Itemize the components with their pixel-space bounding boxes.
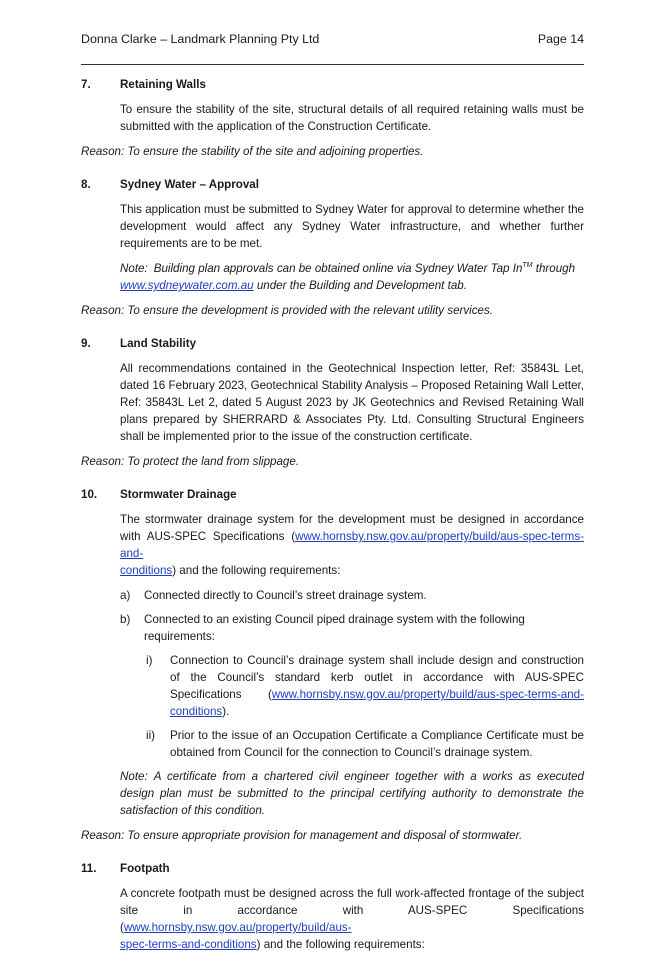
condition-7-reason: Reason: To ensure the stability of the site and adjoining properties. — [81, 145, 424, 158]
note-text: through — [532, 262, 576, 275]
sub-list-item — [144, 727, 584, 761]
body-text: ) and the following requirements: — [172, 564, 341, 577]
aus-spec-link-3[interactable]: www.hornsby.nsw.gov.au/property/build/aus- — [123, 921, 352, 934]
body-text: ) and the following requirements: — [256, 938, 425, 951]
list-marker: a) — [120, 589, 131, 602]
list-item — [120, 611, 584, 645]
condition-7-body: To ensure the stability of the site, structural details of all required retaining walls must be submitted with the application of the Construction Certificate. — [120, 103, 584, 133]
body-text: The stormwater drainage system for the development must be designed in accordance with AUS-SPEC Specifications ( — [120, 513, 584, 543]
condition-title: Stormwater Drainage — [120, 488, 237, 501]
condition-10-note — [120, 768, 584, 819]
list-text: Connected to an existing Council piped drainage system with the following requirements: — [144, 613, 525, 643]
condition-11-heading — [81, 860, 584, 877]
condition-10-heading — [81, 486, 584, 503]
list-marker: i) — [146, 654, 153, 667]
condition-title: Land Stability — [120, 337, 197, 350]
header-author: Donna Clarke – Landmark Planning Pty Ltd — [81, 32, 320, 46]
list-marker: ii) — [146, 729, 156, 742]
note-text: A certificate from a chartered civil engineer together with a works as executed design plan must be submitted to the principal certifying authority to demonstrate the satisfaction of this condition. — [120, 770, 584, 817]
condition-number: 10. — [81, 488, 98, 501]
aus-spec-link-2[interactable]: www.hornsby.nsw.gov.au/property/build/aus-spec-terms-and-conditions — [170, 688, 584, 718]
condition-number: 8. — [81, 178, 91, 191]
condition-10-reason: Reason: To ensure appropriate provision for management and disposal of stormwater. — [81, 829, 523, 842]
list-text-part: ). — [222, 705, 230, 718]
aus-spec-link-3-cont[interactable]: spec-terms-and-conditions — [120, 938, 257, 951]
list-marker: b) — [120, 613, 131, 626]
list-text-part: Connection to Council’s drainage system shall include design and construction of the Council’s standard kerb outlet in accordance with AUS-SPEC Specifications ( — [170, 654, 584, 701]
condition-9-body: All recommendations contained in the Geotechnical Inspection letter, Ref: 35843L Let, dated 16 February 2023, Geotechnical Stability Analysis – Proposed Retaining Wall Letter, Ref: 35843L Let 2, dated 5 August 2023 by JK Geotechnics and Revised Retaining Wall plans prepared by SHERRARD & Associates Pty. Ltd. Consulting Structural Engineers shall be implemented prior to the issue of the construction certificate. — [120, 362, 584, 443]
aus-spec-link-cont[interactable]: conditions — [120, 564, 173, 577]
list-item — [120, 587, 584, 604]
condition-9-reason: Reason: To protect the land from slippage. — [81, 455, 300, 468]
condition-number: 11. — [81, 862, 97, 875]
note-text: under the Building and Development tab. — [253, 279, 467, 292]
condition-8-reason: Reason: To ensure the development is provided with the relevant utility services. — [81, 304, 494, 317]
condition-number: 7. — [81, 78, 91, 91]
condition-10-body — [120, 511, 584, 579]
condition-title: Footpath — [120, 862, 170, 875]
list-text: Connected directly to Council’s street drainage system. — [144, 589, 427, 602]
condition-8-heading — [81, 176, 584, 193]
list-text: Prior to the issue of an Occupation Certificate a Compliance Certificate must be obtained from Council for the connection to Council’s drainage system. — [170, 729, 584, 759]
condition-8-body: This application must be submitted to Sydney Water for approval to determine whether the development would affect any Sydney Water infrastructure, and whether further requirements are to be met. — [120, 203, 584, 250]
document-body — [81, 76, 584, 961]
sub-list-item — [144, 652, 584, 720]
trademark-mark: TM — [522, 262, 533, 270]
page-header — [81, 30, 584, 65]
condition-title: Sydney Water – Approval — [120, 178, 259, 191]
note-text: Building plan approvals can be obtained online via Sydney Water Tap In — [153, 262, 523, 275]
sydneywater-link[interactable]: www.sydneywater.com.au — [120, 279, 254, 292]
page-number: Page 14 — [537, 32, 584, 46]
aus-spec-link[interactable]: www.hornsby.nsw.gov.au/property/build/aus-spec-terms-and- — [120, 530, 584, 560]
condition-9-heading — [81, 335, 584, 352]
body-text: A concrete footpath must be designed across the full work-affected frontage of the subject site in accordance with AUS-SPEC Specifications ( — [120, 887, 584, 934]
condition-title: Retaining Walls — [120, 78, 206, 91]
note-label: Note: — [120, 262, 148, 275]
note-label: Note: — [120, 770, 148, 783]
condition-8-note — [120, 260, 584, 294]
condition-11-body — [120, 885, 584, 953]
condition-7-heading — [81, 76, 584, 93]
condition-number: 9. — [81, 337, 91, 350]
list-text — [170, 652, 584, 720]
